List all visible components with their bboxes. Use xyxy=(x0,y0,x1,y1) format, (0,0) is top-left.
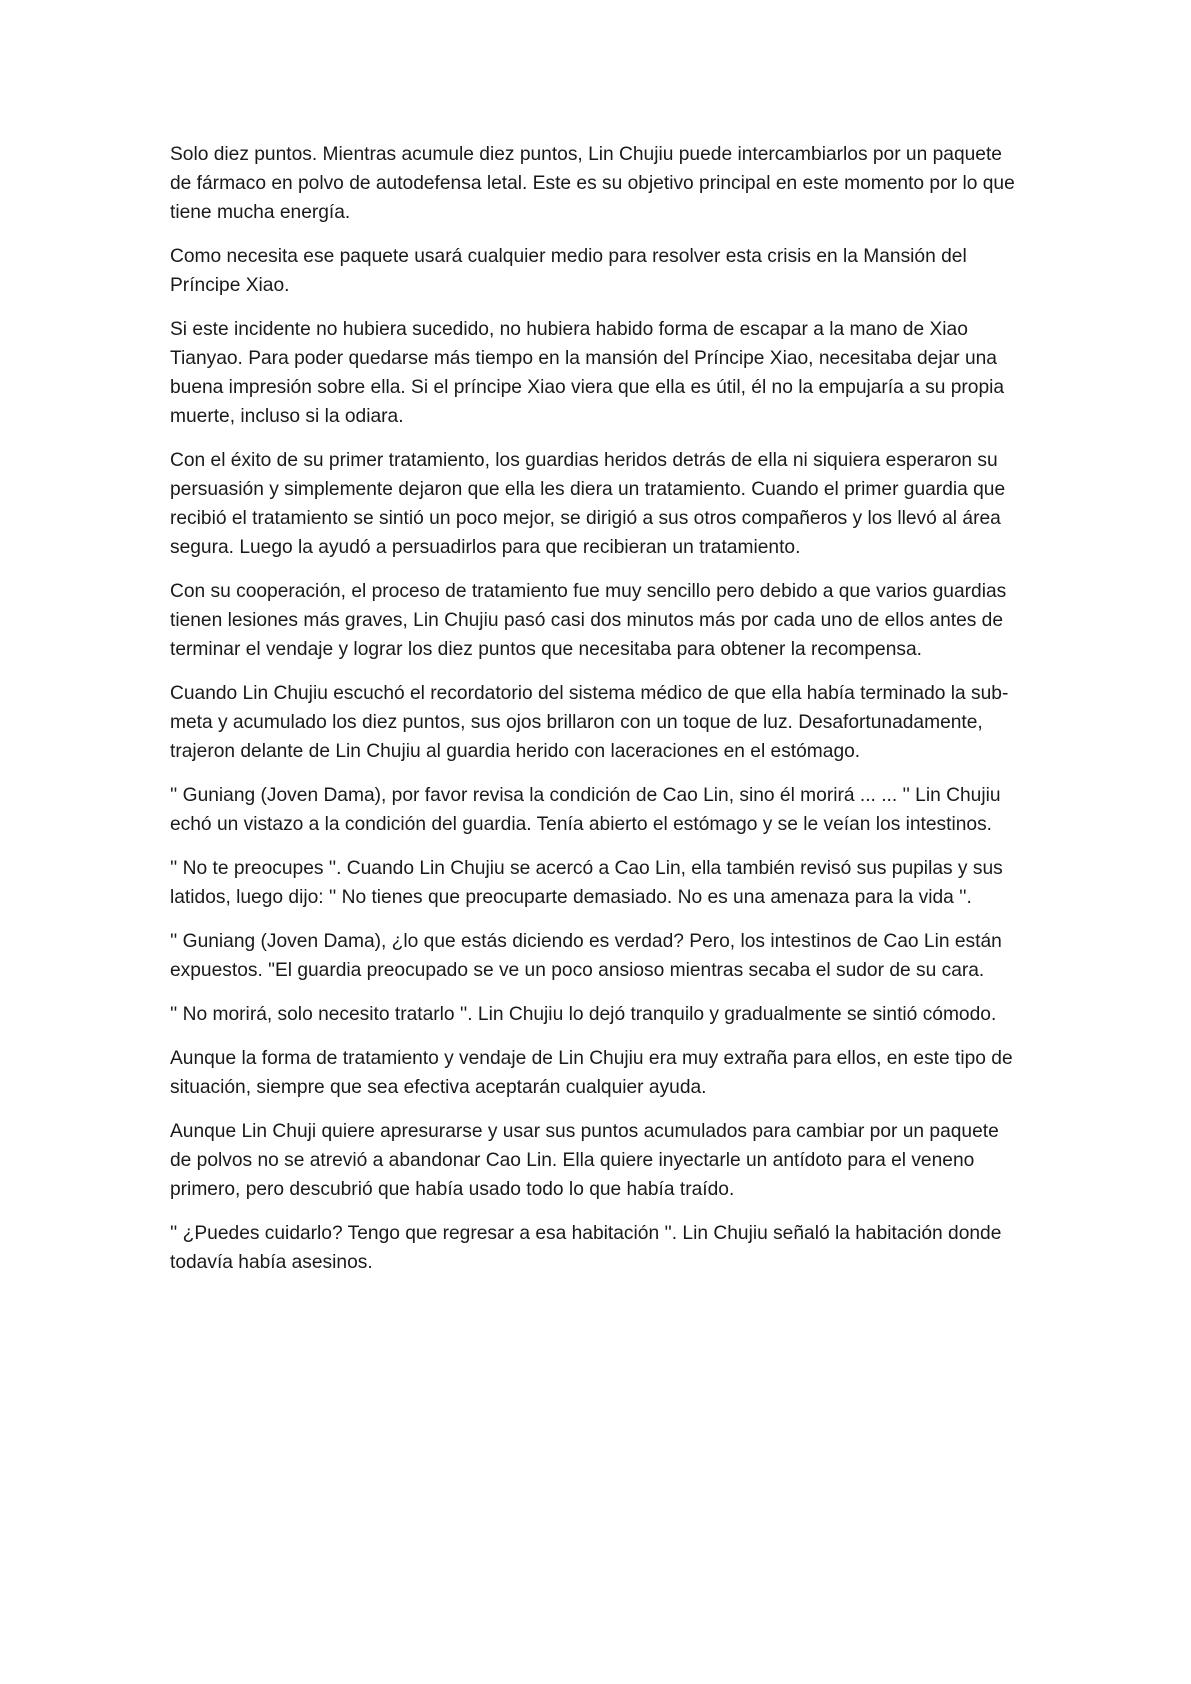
paragraph: Si este incidente no hubiera sucedido, no hubiera habido forma de escapar a la mano de Xiao Tianyao. Para poder quedarse más tiempo en la mansión del Príncipe Xiao, necesitaba dejar una buena impresión sobre ella. Si el príncipe Xiao viera que ella es útil, él no la empujaría a su propia muerte, incluso si la odiara. xyxy=(170,319,1005,427)
paragraph: '' No morirá, solo necesito tratarlo ''. Lin Chujiu lo dejó tranquilo y gradualmente se sintió cómodo. xyxy=(170,1004,997,1025)
paragraph: '' Guniang (Joven Dama), ¿lo que estás diciendo es verdad? Pero, los intestinos de Cao Lin están expuestos. "El guardia preocupado se ve un poco ansioso mientras secaba el sudor de su cara. xyxy=(170,931,1002,981)
paragraph: Aunque la forma de tratamiento y vendaje de Lin Chujiu era muy extraña para ellos, en este tipo de situación, siempre que sea efectiva aceptarán cualquier ayuda. xyxy=(170,1048,1013,1098)
paragraph: Cuando Lin Chujiu escuchó el recordatorio del sistema médico de que ella había terminado la sub-meta y acumulado los diez puntos, sus ojos brillaron con un toque de luz. Desafortunadamente, trajeron delante de Lin Chujiu al guardia herido con laceraciones en el estómago. xyxy=(170,683,1009,762)
paragraph: Como necesita ese paquete usará cualquier medio para resolver esta crisis en la Mansión del Príncipe Xiao. xyxy=(170,246,967,296)
paragraph: Aunque Lin Chuji quiere apresurarse y usar sus puntos acumulados para cambiar por un paquete de polvos no se atrevió a abandonar Cao Lin. Ella quiere inyectarle un antídoto para el veneno primero, pero descubrió que había usado todo lo que había traído. xyxy=(170,1121,999,1200)
document-body xyxy=(170,140,1025,1292)
paragraph: Con su cooperación, el proceso de tratamiento fue muy sencillo pero debido a que varios guardias tienen lesiones más graves, Lin Chujiu pasó casi dos minutos más por cada uno de ellos antes de terminar el vendaje y lograr los diez puntos que necesitaba para obtener la recompensa. xyxy=(170,581,1007,660)
paragraph: Con el éxito de su primer tratamiento, los guardias heridos detrás de ella ni siquiera esperaron su persuasión y simplemente dejaron que ella les diera un tratamiento. Cuando el primer guardia que recibió el tratamiento se sintió un poco mejor, se dirigió a sus otros compañeros y los llevó al área segura. Luego la ayudó a persuadirlos para que recibieran un tratamiento. xyxy=(170,450,1006,558)
paragraph: '' No te preocupes ''. Cuando Lin Chujiu se acercó a Cao Lin, ella también revisó sus pupilas y sus latidos, luego dijo: '' No tienes que preocuparte demasiado. No es una amenaza para la vida ''. xyxy=(170,858,1003,908)
paragraph: Solo diez puntos. Mientras acumule diez puntos, Lin Chujiu puede intercambiarlos por un paquete de fármaco en polvo de autodefensa letal. Este es su objetivo principal en este momento por lo que tiene mucha energía. xyxy=(170,144,1015,223)
paragraph: '' Guniang (Joven Dama), por favor revisa la condición de Cao Lin, sino él morirá ... ... '' Lin Chujiu echó un vistazo a la condición del guardia. Tenía abierto el estómago y se le veían los intestinos. xyxy=(170,785,1001,835)
paragraph: '' ¿Puedes cuidarlo? Tengo que regresar a esa habitación ''. Lin Chujiu señaló la habitación donde todavía había asesinos. xyxy=(170,1223,1002,1273)
